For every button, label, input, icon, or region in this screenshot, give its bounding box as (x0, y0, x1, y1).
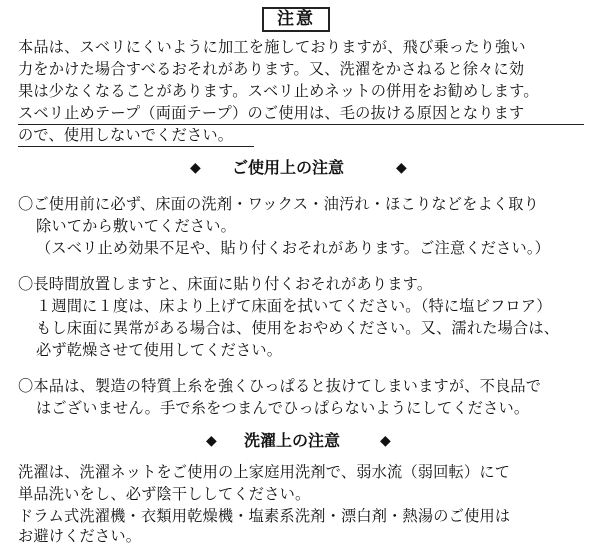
diamond-icon: ◆ (380, 433, 391, 449)
usage-item-1-line-2: 除いてから敷いてください。 (36, 217, 237, 235)
notice-title: 注意 (262, 7, 330, 32)
usage-item-2-line-2: １週間に１度は、床より上げて床面を拭いてください。（特に塩ビフロア） (36, 297, 552, 315)
intro-line-5: ので、使用しないでください。 (18, 126, 234, 144)
usage-item-2-line-3: もし床面に異常がある場合は、使用をおやめください。又、濡れた場合は、 (36, 319, 560, 337)
usage-notes-heading: ご使用上の注意 (232, 158, 345, 177)
washing-line-4: お避けください。 (18, 527, 142, 545)
intro-line-3: 果は少なくなることがあります。スベリ止めネットの併用をお勧めします。 (18, 82, 539, 100)
intro-line-1: 本品は、スベリにくいように加工を施しておりますが、飛び乗ったり強い (18, 38, 526, 56)
usage-item-1-line-1: 〇ご使用前に必ず、床面の洗剤・ワックス・油汚れ・ほこりなどをよく取り (18, 195, 540, 213)
washing-notes-heading: 洗濯上の注意 (244, 431, 341, 450)
usage-item-1-line-3: （スベリ止め効果不足や、貼り付くおそれがあります。ご注意ください。） (36, 239, 551, 257)
diamond-icon: ◆ (396, 160, 407, 176)
intro-line-2: 力をかけた場合すべるおそれがあります。又、洗濯をかさねると徐々に効 (18, 60, 525, 78)
usage-item-3-line-2: はございません。手で糸をつまんでひっぱらないようにしてください。 (36, 399, 530, 417)
usage-item-2-line-4: 必ず乾燥させて使用してください。 (36, 341, 283, 359)
washing-line-3: ドラム式洗濯機・衣類用乾燥機・塩素系洗剤・漂白剤・熱湯のご使用は (18, 507, 511, 525)
diamond-icon: ◆ (206, 433, 217, 449)
usage-item-2-line-1: 〇長時間放置しますと、床面に貼り付くおそれがあります。 (18, 275, 433, 293)
washing-line-2: 単品洗いをし、必ず陰干ししてください。 (18, 485, 311, 503)
washing-line-1: 洗濯は、洗濯ネットをご使用の上家庭用洗剤で、弱水流（弱回転）にて (18, 463, 511, 481)
diamond-icon: ◆ (190, 160, 201, 176)
intro-underline-2 (18, 146, 254, 147)
usage-item-3-line-1: 〇本品は、製造の特質上糸を強くひっぱると抜けてしまいますが、不良品で (18, 377, 542, 395)
intro-line-4: スベリ止めテープ（両面テープ）のご使用は、毛の抜ける原因となります (18, 104, 525, 122)
